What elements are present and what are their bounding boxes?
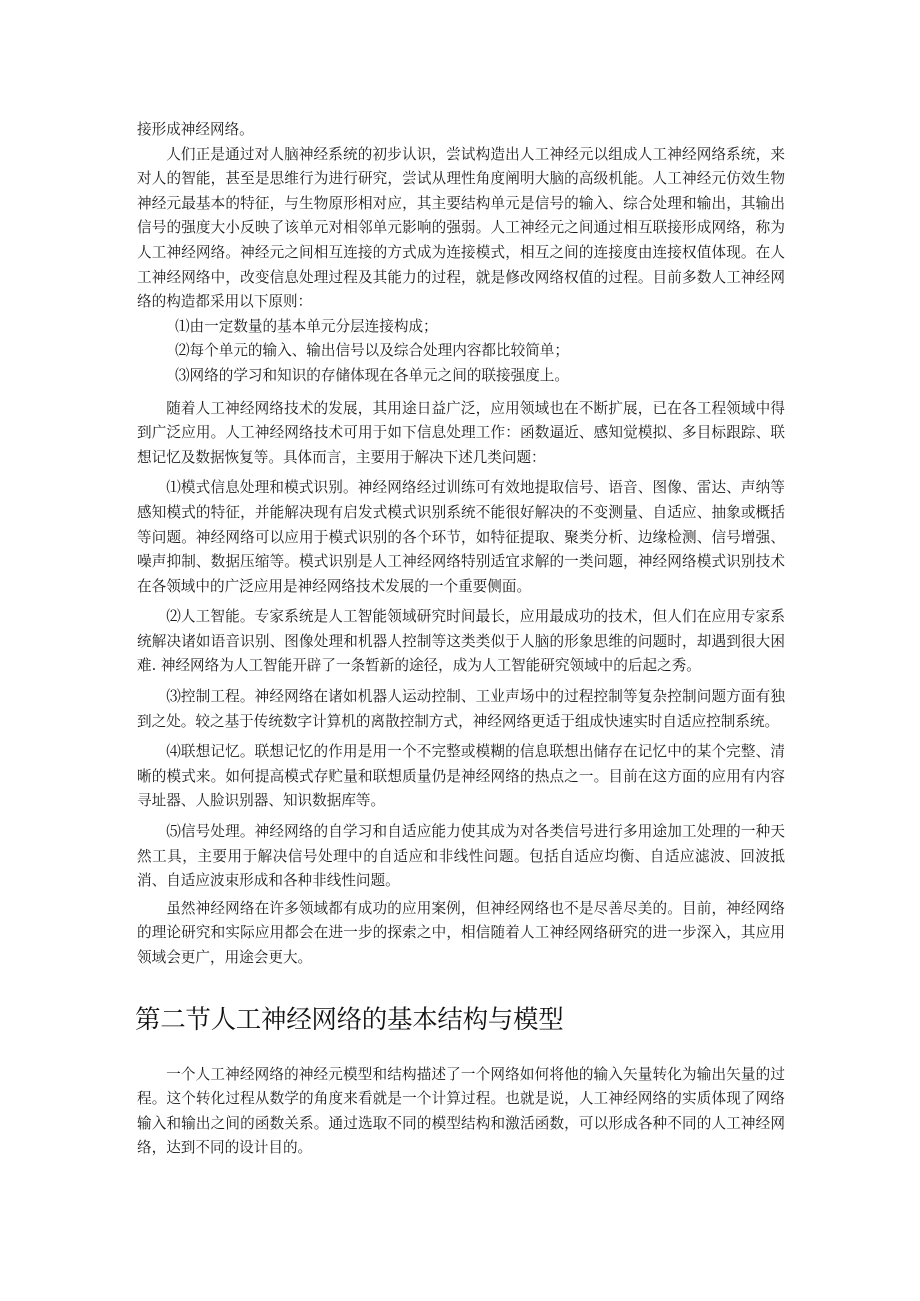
applications-intro-paragraph: 随着人工神经网络技术的发展，其用途日益广泛，应用领域也在不断扩展，已在各工程领域中得到广泛应用。人工神经网络技术可用于如下信息处理工作：函数逼近、感知觉模拟、多目标跟踪、联想记忆及数据恢复等。具体而言，主要用于解决下述几类问题： (137, 399, 785, 466)
principle-item-3: ⑶网络的学习和知识的存储体现在各单元之间的联接强度上。 (174, 366, 569, 384)
document-body (137, 118, 785, 1161)
application-item-3: ⑶控制工程。神经网络在诸如机器人运动控制、工业声场中的过程控制等复杂控制问题方面有独到之处。较之基于传统数字计算机的离散控制方式，神经网络更适于组成快速实时自适应控制系统。 (137, 688, 785, 730)
section-heading: 第二节人工神经网络的基本结构与模型 (135, 1004, 564, 1035)
application-item-2: ⑵人工智能。专家系统是人工智能领域研究时间最长，应用最成功的技术，但人们在应用专家系统解决诸如语音识别、图像处理和机器人控制等这类类似于人脑的形象思维的问题时，却遇到很大困难. 神经网络为人工智能开辟了一条暂新的途径，成为人工智能研究领域中的后起之秀。 (137, 608, 785, 675)
outlook-paragraph: 虽然神经网络在许多领域都有成功的应用案例，但神经网络也不是尽善尽美的。目前，神经网络的理论研究和实际应用都会在进一步的探索之中，相信随着人工神经网络研究的进一步深入，其应用领域会更广，用途会更大。 (137, 899, 785, 966)
intro-paragraph: 人们正是通过对人脑神经系统的初步认识，尝试构造出人工神经元以组成人工神经网络系统，来对人的智能，甚至是思维行为进行研究，尝试从理性角度阐明大脑的高级机能。人工神经元仿效生物神经元最基本的特征，与生物原形相对应，其主要结构单元是信号的输入、综合处理和输出，其输出信号的强度大小反映了该单元对相邻单元影响的强弱。人工神经元之间通过相互联接形成网络，称为人工神经网络。神经元之间相互连接的方式成为连接模式，相互之间的连接度由连接权值体现。在人工神经网络中，改变信息处理过程及其能力的过程，就是修改网络权值的过程。目前多数人工神经网络的构造都采用以下原则： (137, 145, 785, 311)
principles-list (137, 315, 785, 389)
application-item-4: ⑷联想记忆。联想记忆的作用是用一个不完整或模糊的信息联想出储存在记忆中的某个完整、清晰的模式来。如何提高模式存贮量和联想质量仍是神经网络的热点之一。目前在这方面的应用有内容寻址器、人脸识别器、知识数据库等。 (137, 743, 785, 810)
application-item-1: ⑴模式信息处理和模式识别。神经网络经过训练可有效地提取信号、语音、图像、雷达、声纳等感知模式的特征，并能解决现有启发式模式识别系统不能很好解决的不变测量、自适应、抽象或概括等问题。神经网络可以应用于模式识别的各个环节，如特征提取、聚类分析、边缘检测、信号增强、噪声抑制、数据压缩等。模式识别是人工神经网络特别适宜求解的一类问题，神经网络模式识别技术在各领域中的广泛应用是神经网络技术发展的一个重要侧面。 (137, 479, 785, 595)
applications-list (137, 476, 785, 894)
application-item-5: ⑸信号处理。神经网络的自学习和自适应能力使其成为对各类信号进行多用途加工处理的一种天然工具，主要用于解决信号处理中的自适应和非线性问题。包括自适应均衡、自适应滤波、回波抵消、自适应波束形成和各种非线性问题。 (137, 823, 785, 890)
lead-in-line: 接形成神经网络。 (137, 121, 254, 138)
principle-item-2: ⑵每个单元的输入、输出信号以及综合处理内容都比较简单； (174, 342, 569, 360)
section-paragraph: 一个人工神经网络的神经元模型和结构描述了一个网络如何将他的输入矢量转化为输出矢量的过程。这个转化过程从数学的角度来看就是一个计算过程。也就是说，人工神经网络的实质体现了网络输入和输出之间的函数关系。通过选取不同的模型结构和激活函数，可以形成各种不同的人工神经网络，达到不同的设计目的。 (137, 1065, 785, 1157)
principle-item-1: ⑴由一定数量的基本单元分层连接构成； (174, 317, 438, 335)
